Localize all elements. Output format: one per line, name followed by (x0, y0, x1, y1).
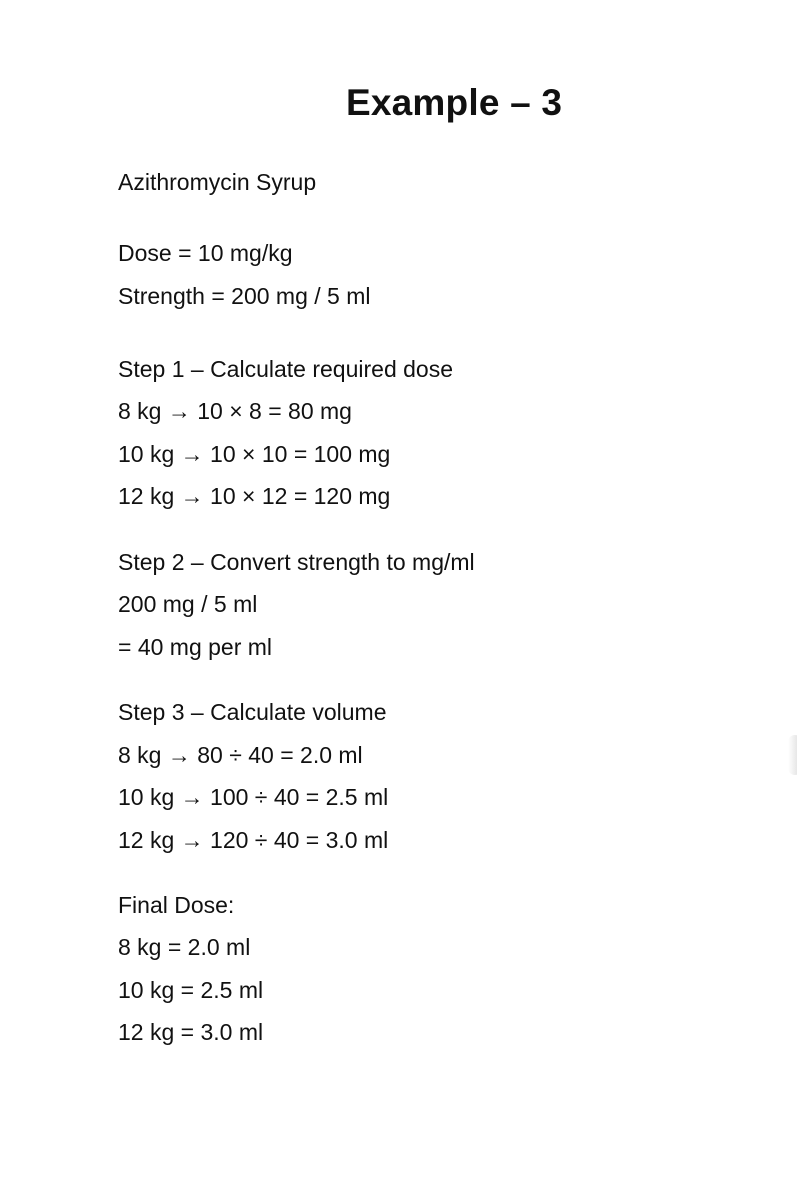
step2-line-2: = 40 mg per ml (118, 634, 273, 660)
final-line-3: 12 kg = 3.0 ml (118, 1019, 264, 1045)
step3-line-2: 10 kg → 100 ÷ 40 = 2.5 ml (118, 784, 389, 810)
final-heading: Final Dose: (118, 892, 235, 918)
step1-line-2: 10 kg → 10 × 10 = 100 mg (118, 441, 391, 467)
step2-line-1: 200 mg / 5 ml (118, 591, 258, 617)
page-title: Example – 3 (346, 82, 563, 123)
final-line-1: 8 kg = 2.0 ml (118, 934, 251, 960)
dose-line: Dose = 10 mg/kg (118, 240, 293, 266)
step3-heading: Step 3 – Calculate volume (118, 699, 387, 725)
step3-line-1: 8 kg → 80 ÷ 40 = 2.0 ml (118, 742, 363, 768)
step1-line-1: 8 kg → 10 × 8 = 80 mg (118, 398, 352, 424)
step1-line-3: 12 kg → 10 × 12 = 120 mg (118, 483, 391, 509)
step2-heading: Step 2 – Convert strength to mg/ml (118, 549, 475, 575)
strength-line: Strength = 200 mg / 5 ml (118, 283, 371, 309)
step1-heading: Step 1 – Calculate required dose (118, 356, 453, 382)
edge-shadow (788, 735, 797, 775)
drug-name: Azithromycin Syrup (118, 169, 317, 195)
step3-line-3: 12 kg → 120 ÷ 40 = 3.0 ml (118, 827, 389, 853)
final-line-2: 10 kg = 2.5 ml (118, 977, 264, 1003)
